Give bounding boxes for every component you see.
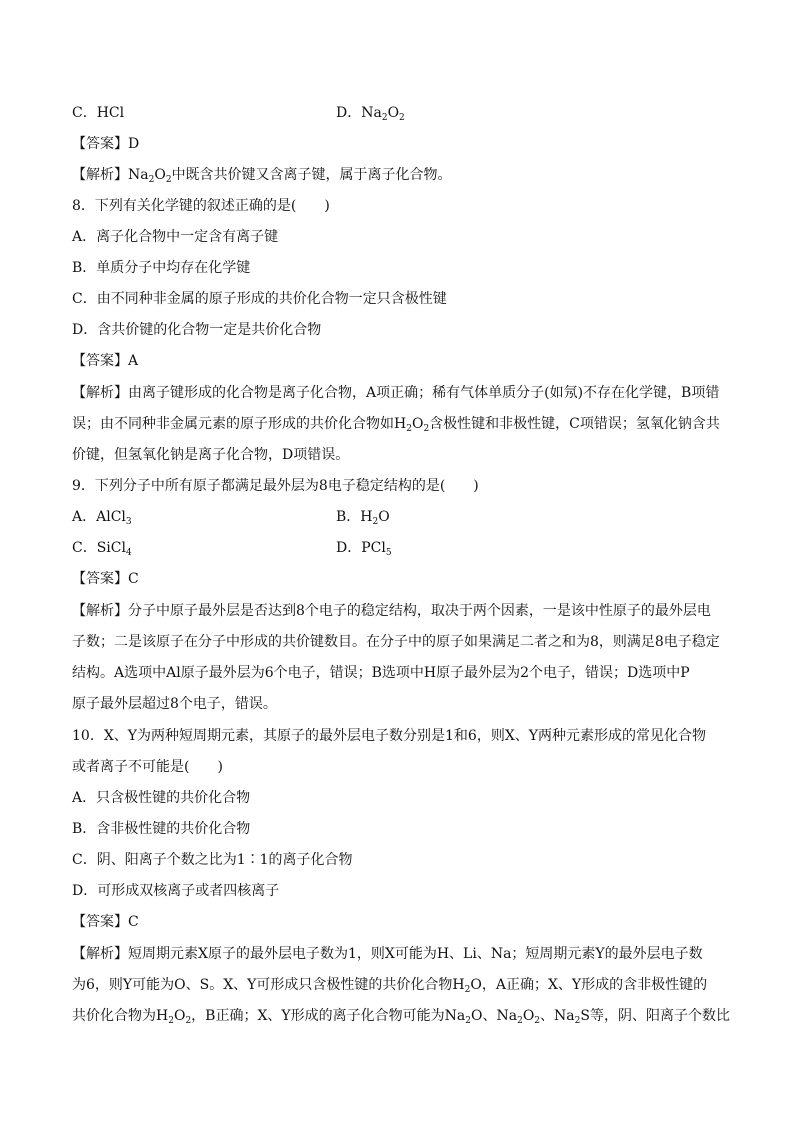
q10-option-a: A．只含极性键的共价化合物 (72, 790, 251, 806)
q8-stem: 8．下列有关化学键的叙述正确的是( ) (72, 198, 330, 214)
q10-explanation-line: 共价化合物为$H_2O_2$，B正确；X、Y形成的离子化合物可能为$Na_2O$、$Na_2O_2$、$Na_2S$等，阴、阳离子个数比 (72, 1008, 730, 1026)
q9-explanation-line: 结构。A选项中Al原子最外层为6个电子，错误；B选项中H原子最外层为2个电子，错误；D选项中P (72, 665, 690, 681)
q8-option-c: C．由不同种非金属的原子形成的共价化合物一定只含极性键 (72, 291, 447, 307)
q8-option-b: B．单质分子中均存在化学键 (72, 260, 251, 276)
q8-explanation-line: 价键，但氢氧化钠是离子化合物，D项错误。 (72, 447, 350, 463)
q10-stem-line: 或者离子不可能是( ) (72, 759, 223, 775)
q8-option-d: D．含共价键的化合物一定是共价化合物 (72, 322, 322, 338)
q9-stem: 9．下列分子中所有原子都满足最外层为8电子稳定结构的是( ) (72, 478, 479, 494)
q7-answer: 【答案】D (72, 136, 140, 152)
q9-answer: 【答案】C (72, 571, 139, 587)
q9-explanation-line: 子数；二是该原子在分子中形成的共价键数目。在分子中的原子如果满足二者之和为8，则满足8电子稳定 (72, 634, 720, 650)
q8-explanation-line: 【解析】由离子键形成的化合物是离子化合物，A项正确；稀有气体单质分子(如氖)不存在化学键，B项错 (72, 385, 720, 401)
q9-option-d: D．PCl$_5$ (336, 540, 392, 558)
q10-stem-line: 10．X、Y为两种短周期元素，其原子的最外层电子数分别是1和6，则X、Y两种元素形成的常见化合物 (72, 728, 707, 744)
q9-option-b: B．$H_2O$ (336, 509, 390, 527)
q7-explanation: 【解析】$Na_2O_2$中既含共价键又含离子键，属于离子化合物。 (72, 167, 452, 185)
q8-explanation-line: 误；由不同种非金属元素的原子形成的共价化合物如$H_2O_2$含极性键和非极性键，C项错误；氢氧化钠含共 (72, 416, 720, 434)
q10-answer: 【答案】C (72, 914, 139, 930)
q9-option-a: A．AlCl$_3$ (72, 509, 132, 527)
q10-explanation-line: 【解析】短周期元素X原子的最外层电子数为1，则X可能为H、Li、Na；短周期元素Y的最外层电子数 (72, 946, 703, 962)
q10-option-c: C．阴、阳离子个数之比为1∶1的离子化合物 (72, 852, 353, 868)
q10-option-d: D．可形成双核离子或者四核离子 (72, 883, 280, 899)
q8-answer: 【答案】A (72, 353, 139, 369)
q7-option-c: C．HCl (72, 105, 125, 121)
q9-explanation-line: 【解析】分子中原子最外层是否达到8个电子的稳定结构，取决于两个因素，一是该中性原子的最外层电 (72, 603, 711, 619)
q9-option-c: C．SiCl$_4$ (72, 540, 132, 558)
q10-explanation-line: 为6，则Y可能为O、S。X、Y可形成只含极性键的共价化合物$H_2O$，A正确；X、Y形成的含非极性键的 (72, 977, 708, 995)
q9-explanation-line: 原子最外层超过8个电子，错误。 (72, 696, 277, 712)
q7-option-d: D．$Na_2O_2$ (336, 105, 405, 123)
q8-option-a: A．离子化合物中一定含有离子键 (72, 229, 279, 245)
q10-option-b: B．含非极性键的共价化合物 (72, 821, 251, 837)
